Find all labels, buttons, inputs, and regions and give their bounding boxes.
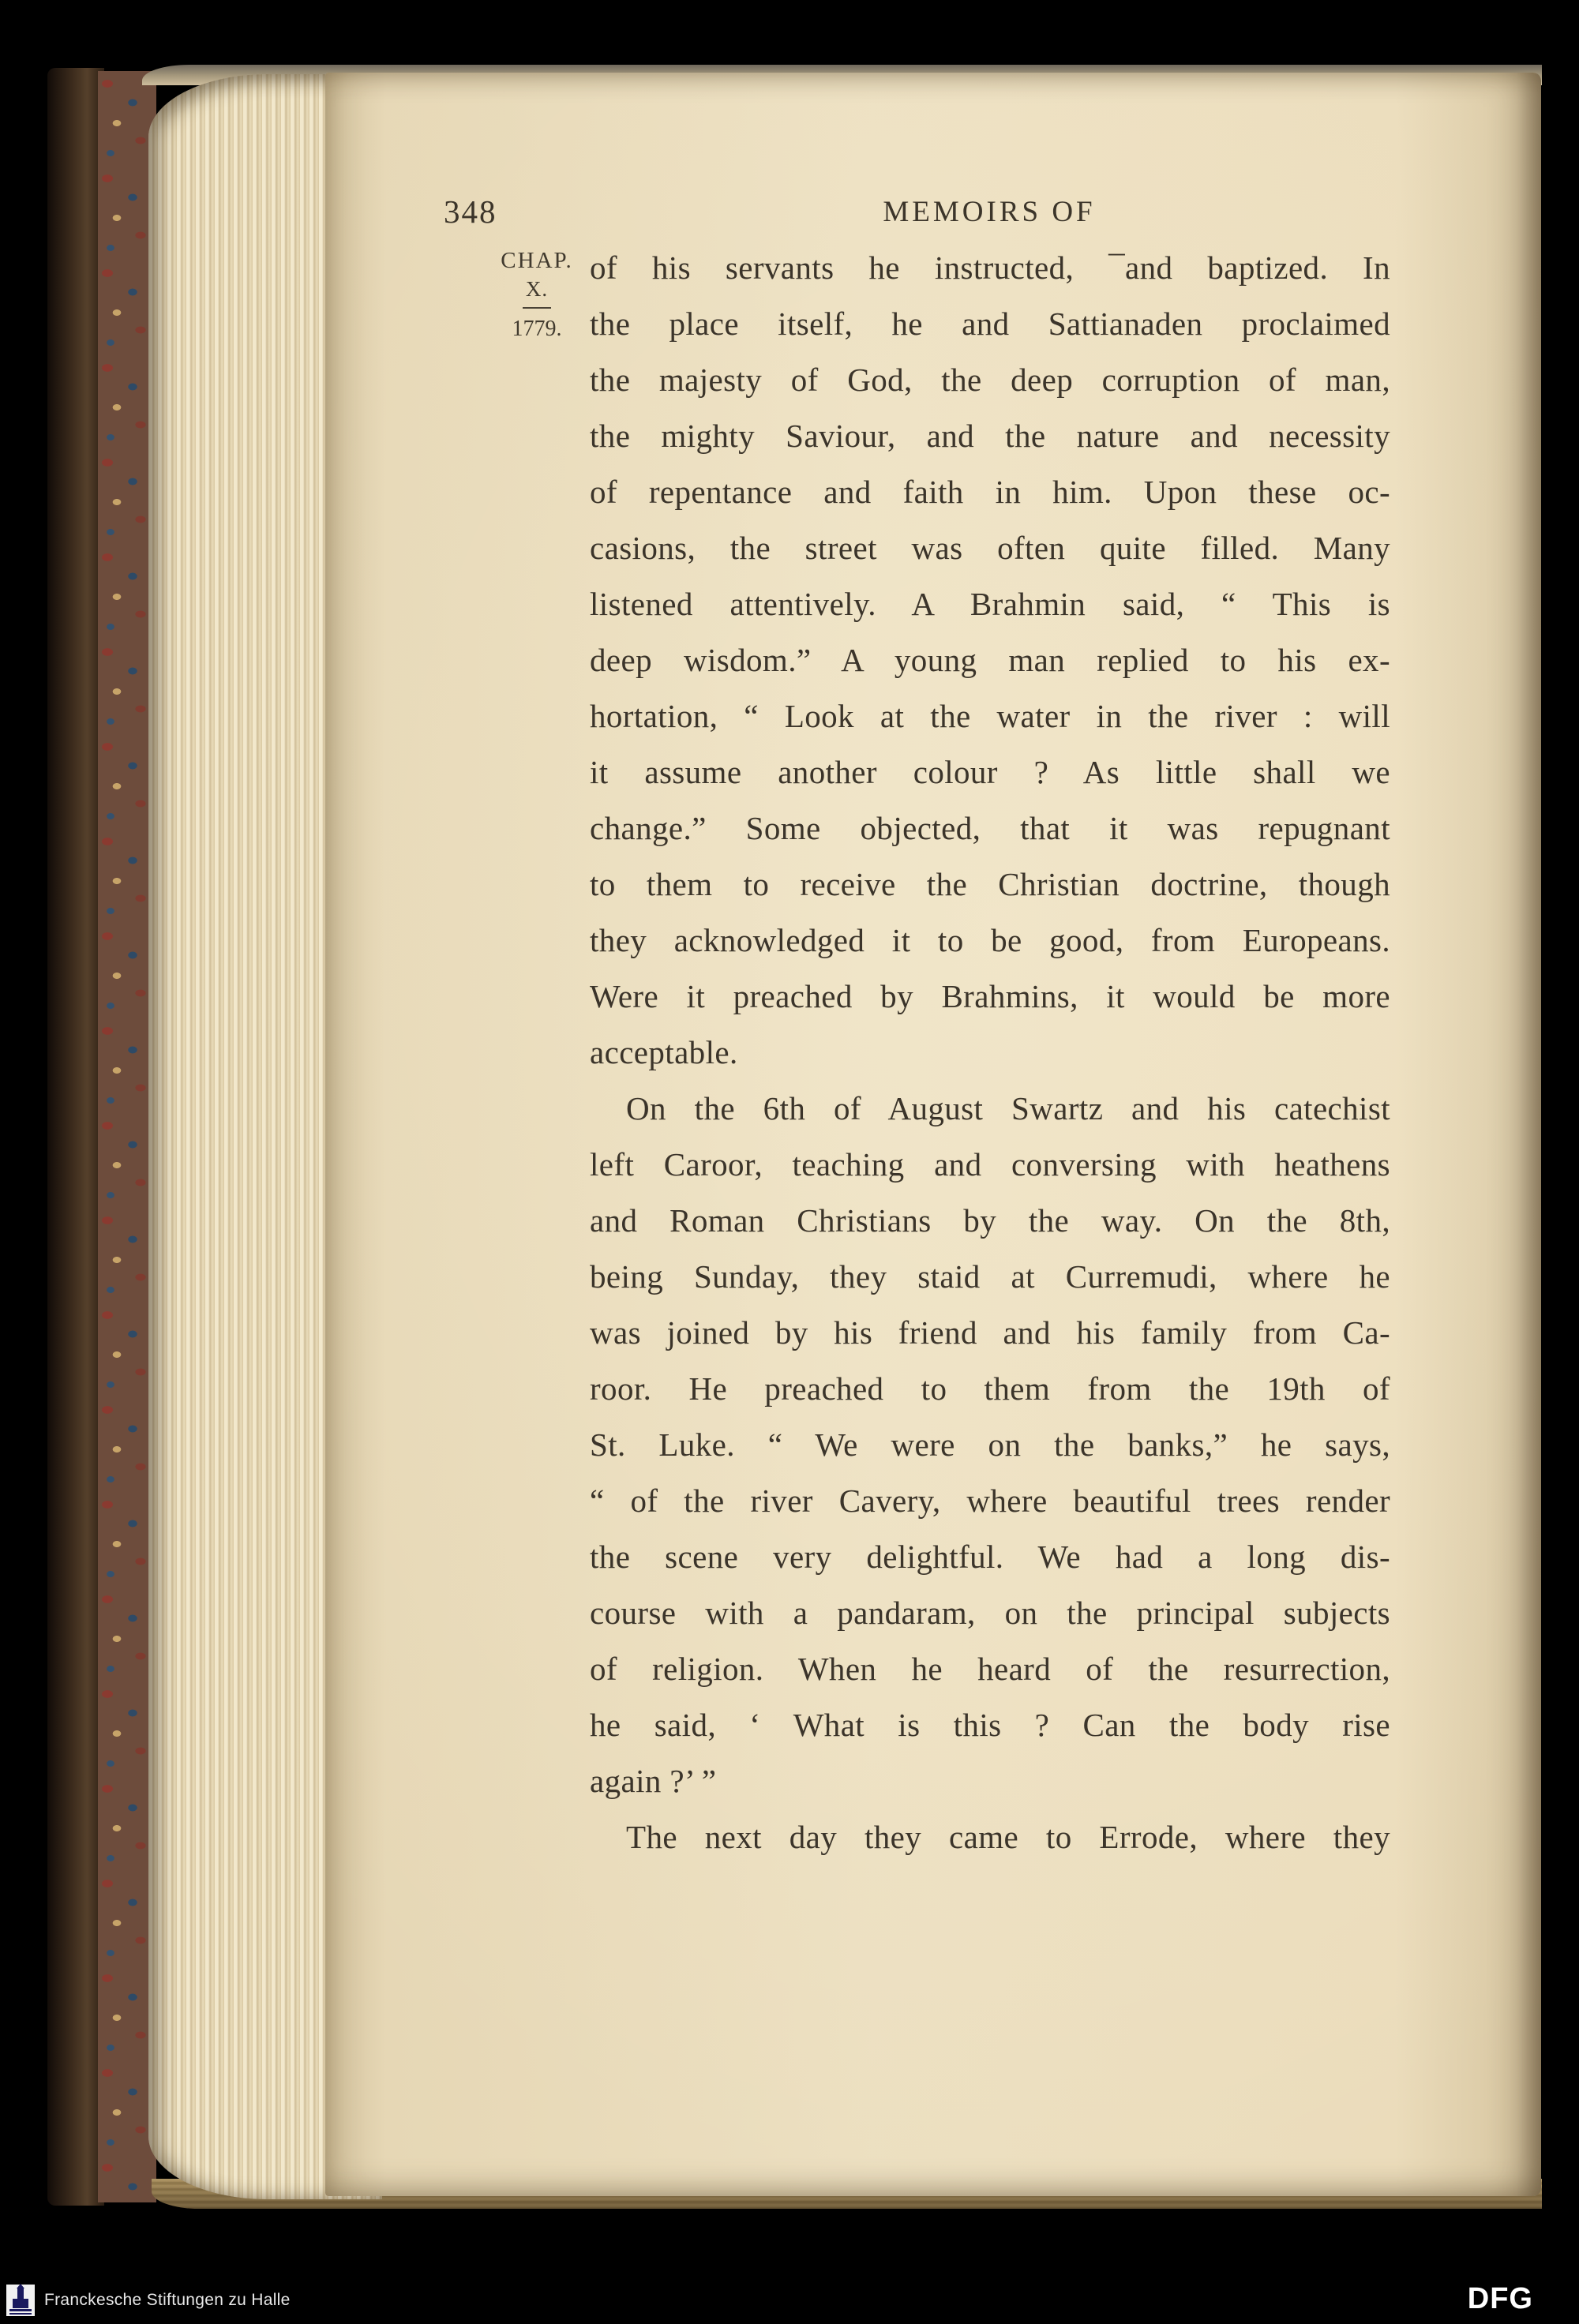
text-line: was joined by his friend and his family from Ca- [590,1314,1390,1351]
text-line: it assume another colour ? As little shall we [590,754,1390,790]
body-text [590,240,1390,1865]
text-line: left Caroor, teaching and conversing with heathens [590,1146,1390,1183]
text-line: of religion. When he heard of the resurrection, [590,1651,1390,1687]
text-line: he said, ‘ What is this ? Can the body rise [590,1707,1390,1743]
year-note: 1779. [512,317,562,341]
book-page [325,73,1541,2196]
text-line: and Roman Christians by the way. On the 8th, [590,1202,1390,1239]
book-spine [47,68,104,2206]
margin-notes [489,248,584,342]
text-line: roor. He preached to them from the 19th of [590,1370,1390,1407]
text-line: of repentance and faith in him. Upon these oc- [590,474,1390,510]
text-line: casions, the street was often quite filled. Many [590,530,1390,566]
text-line: the mighty Saviour, and the nature and necessity [590,418,1390,454]
book-scan [47,65,1543,2209]
text-line: “ of the river Cavery, where beautiful trees render [590,1482,1390,1519]
chapter-label: CHAP. [501,248,573,273]
text-line: acceptable. [590,1034,738,1070]
text-line: Were it preached by Brahmins, it would be more [590,978,1390,1014]
franckesche-stiftungen-logo-icon [5,2283,36,2318]
institution-name: Franckesche Stiftungen zu Halle [44,2291,291,2309]
text-line: they acknowledged it to be good, from Europeans. [590,922,1390,958]
running-header: MEMOIRS OF [883,196,1096,228]
text-line: being Sunday, they staid at Curremudi, where he [590,1258,1390,1295]
text-line: St. Luke. “ We were on the banks,” he says, [590,1426,1390,1463]
text-line: of his servants he instructed, ¯and baptized. In [590,249,1390,286]
text-line: the place itself, he and Sattianaden proclaimed [590,305,1390,342]
text-line: the majesty of God, the deep corruption of man, [590,362,1390,398]
text-line: listened attentively. A Brahmin said, “ This is [590,586,1390,622]
text-line: The next day they came to Errode, where they [626,1819,1390,1855]
text-line: deep wisdom.” A young man replied to his ex- [590,642,1390,678]
chapter-numeral: X. [523,277,551,309]
footer-bar [0,2273,1579,2324]
text-line: again ?’ ” [590,1763,717,1799]
text-line: to them to receive the Christian doctrine, though [590,866,1390,902]
page-number: 348 [444,193,497,230]
text-line: hortation, “ Look at the water in the river : will [590,698,1390,734]
text-line: On the 6th of August Swartz and his catechist [626,1090,1390,1126]
text-line: course with a pandaram, on the principal subjects [590,1595,1390,1631]
text-line: the scene very delightful. We had a long dis- [590,1539,1390,1575]
dfg-logo: DFG [1467,2282,1533,2315]
text-line: change.” Some objected, that it was repugnant [590,810,1390,846]
marbled-cover-edge [98,71,156,2202]
footer-attribution [5,2283,291,2318]
